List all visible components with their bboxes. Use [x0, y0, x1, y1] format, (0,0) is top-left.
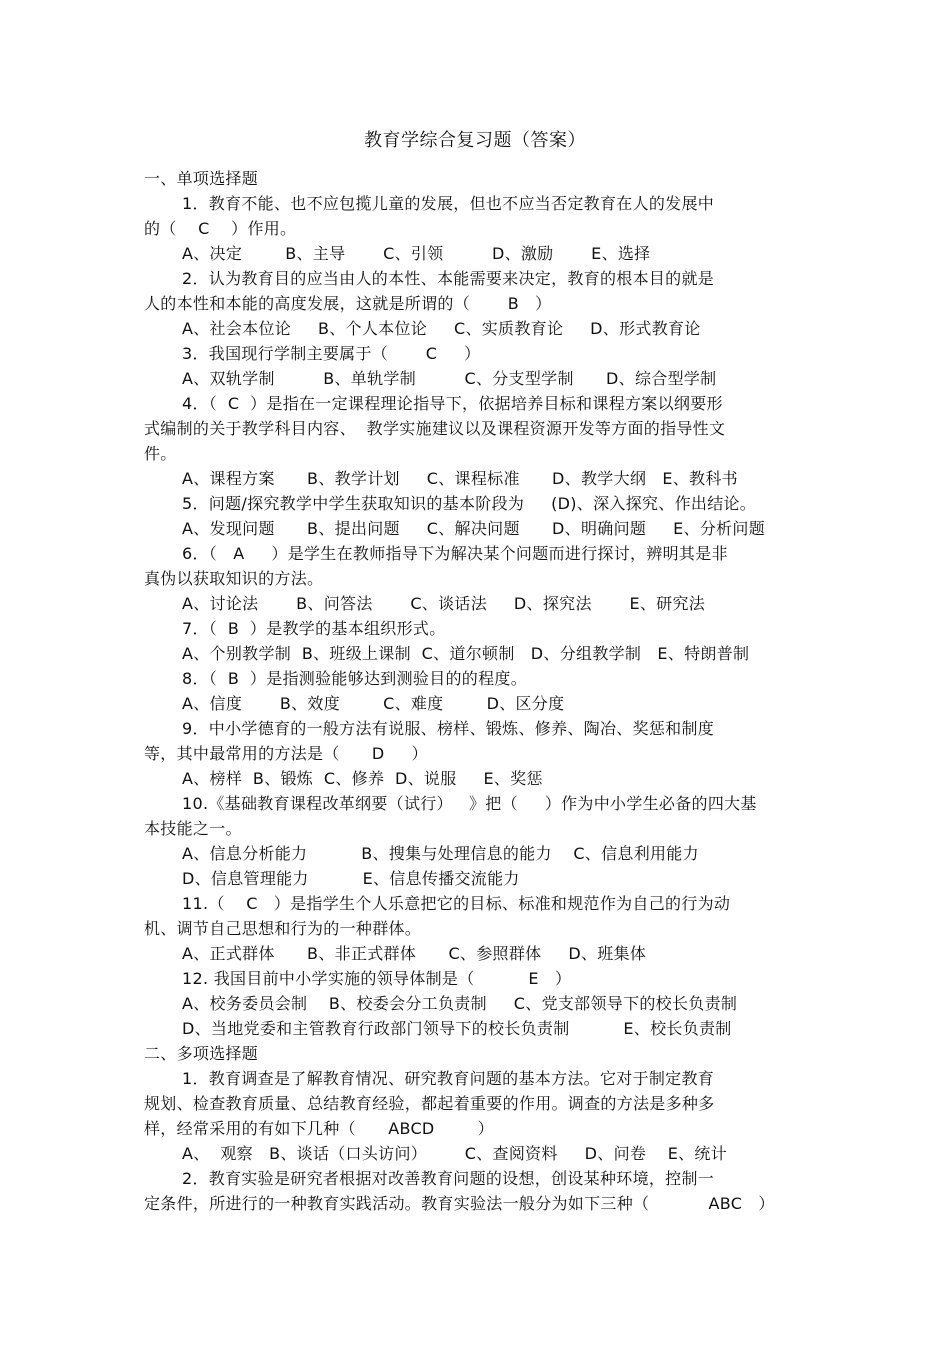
text-line: 机、调节自己思想和行为的一种群体。: [144, 919, 422, 938]
text-line: A、决定 B、主导 C、引领 D、激励 E、选择: [182, 244, 651, 263]
text-line: A、信度 B、效度 C、难度 D、区分度: [182, 694, 565, 713]
text-line: A、课程方案 B、教学计划 C、课程标准 D、教学大纲 E、教科书: [182, 469, 738, 488]
text-line: A、正式群体 B、非正式群体 C、参照群体 D、班集体: [182, 944, 647, 963]
text-line: D、当地党委和主管教育行政部门领导下的校长负责制 E、校长负责制: [182, 1019, 732, 1038]
text-line: 9．中小学德育的一般方法有说服、榜样、锻炼、修养、陶冶、奖惩和制度: [182, 719, 715, 738]
text-line: 10.《基础教育课程改革纲要（试行） 》把（ ）作为中小学生必备的四大基: [182, 794, 757, 813]
text-line: 6．（ A ）是学生在教师指导下为解决某个问题而进行探讨，辨明其是非: [182, 544, 728, 563]
text-line: A、讨论法 B、问答法 C、谈话法 D、探究法 E、研究法: [182, 594, 706, 613]
text-line: 定条件，所进行的一种教育实践活动。教育实验法一般分为如下三种（ ABC ）: [144, 1194, 775, 1213]
text-line: 1．教育不能、也不应包揽儿童的发展，但也不应当否定教育在人的发展中: [182, 194, 715, 213]
text-line: 12. 我国目前中小学实施的领导体制是（ E ）: [182, 969, 572, 988]
text-line: A、校务委员会制 B、校委会分工负责制 C、党支部领导下的校长负责制: [182, 994, 738, 1013]
text-line: A、信息分析能力 B、搜集与处理信息的能力 C、信息利用能力: [182, 844, 699, 863]
text-line: A、个别教学制 B、班级上课制 C、道尔顿制 D、分组教学制 E、特朗普制: [182, 644, 750, 663]
text-line: 2．教育实验是研究者根据对改善教育问题的设想，创设某种环境，控制一: [182, 1169, 715, 1188]
page-title: 教育学综合复习题（答案）: [364, 130, 586, 151]
text-line: 式编制的关于教学科目内容、 教学实施建议以及课程资源开发等方面的指导性文: [144, 419, 726, 438]
text-line: 一、单项选择题: [144, 169, 259, 188]
text-line: 规划、检查教育质量、总结教育经验，都起着重要的作用。调查的方法是多种多: [144, 1094, 715, 1113]
text-line: A、发现问题 B、提出问题 C、解决问题 D、明确问题 E、分析问题: [182, 519, 766, 538]
text-line: 8．（ B ）是指测验能够达到测验目的的程度。: [182, 669, 528, 688]
text-line: 2．认为教育目的应当由人的本性、本能需要来决定，教育的根本目的就是: [182, 269, 715, 288]
text-line: 7．（ B ）是教学的基本组织形式。: [182, 619, 446, 638]
text-line: 11.（ C ）是指学生个人乐意把它的目标、标准和规范作为自己的行为动: [182, 894, 731, 913]
text-line: 的（ C ）作用。: [144, 219, 297, 238]
text-line: D、信息管理能力 E、信息传播交流能力: [182, 869, 520, 888]
text-line: 3．我国现行学制主要属于（ C ）: [182, 344, 481, 363]
text-line: 真伪以获取知识的方法。: [144, 569, 324, 588]
text-line: 件。: [144, 444, 177, 463]
document-body: [144, 166, 824, 1216]
text-line: 1．教育调查是了解教育情况、研究教育问题的基本方法。它对于制定教育: [182, 1069, 715, 1088]
text-line: 5．问题/探究教学中学生获取知识的基本阶段为 (D)、深入探究、作出结论。: [182, 494, 757, 513]
text-line: 4．（ C ）是指在一定课程理论指导下，依据培养目标和课程方案以纲要形: [182, 394, 723, 413]
text-line: 样，经常采用的有如下几种（ ABCD ）: [144, 1119, 494, 1138]
text-line: 等，其中最常用的方法是（ D ）: [144, 744, 428, 763]
text-line: A、 观察 B、谈话（口头访问） C、查阅资料 D、问卷 E、统计: [182, 1144, 728, 1163]
text-line: A、社会本位论 B、个人本位论 C、实质教育论 D、形式教育论: [182, 319, 701, 338]
text-line: 人的本性和本能的高度发展，这就是所谓的（ B ）: [144, 294, 552, 313]
text-line: A、双轨学制 B、单轨学制 C、分支型学制 D、综合型学制: [182, 369, 717, 388]
text-line: 本技能之一。: [144, 819, 242, 838]
text-line: 二、多项选择题: [144, 1044, 259, 1063]
text-line: A、榜样 B、锻炼 C、修养 D、说服 E、奖惩: [182, 769, 543, 788]
